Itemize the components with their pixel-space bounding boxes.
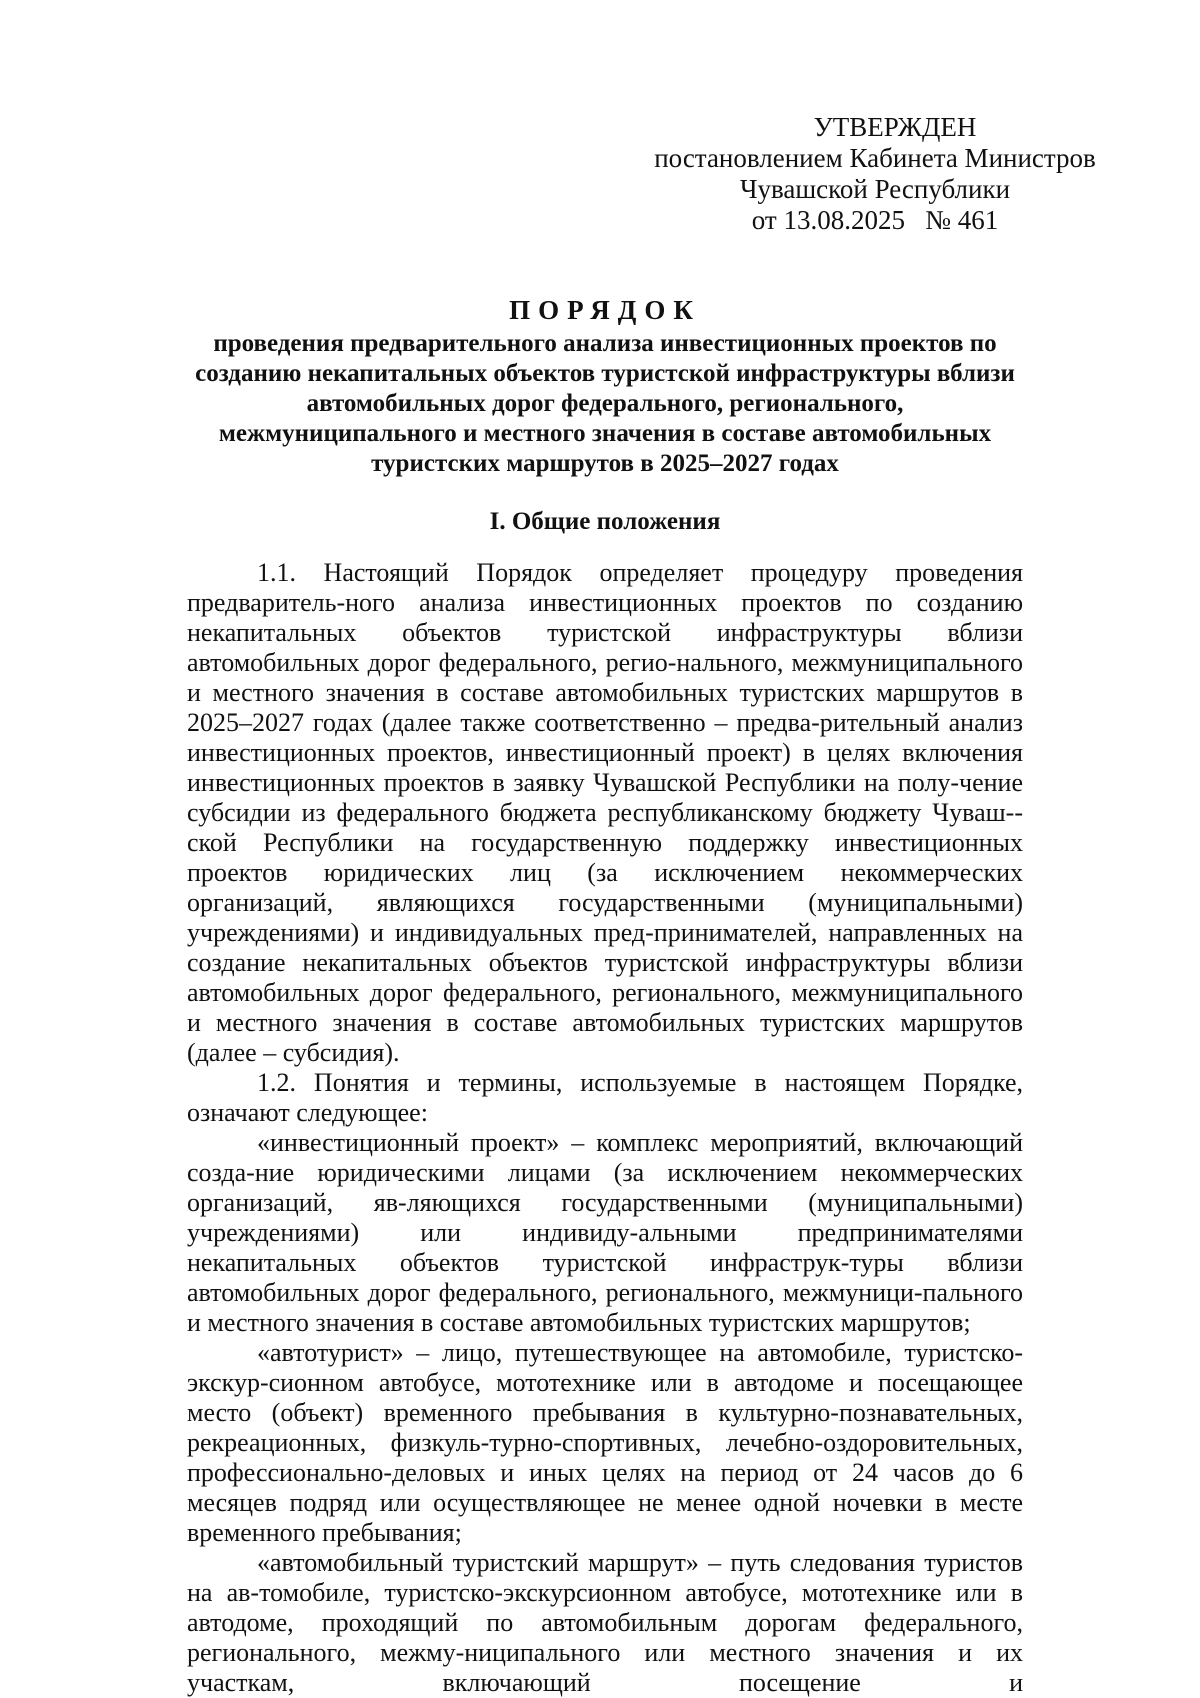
approval-stamp [640,112,1110,236]
document-subtitle: проведения предварительного анализа инвестиционных проектов по созданию некапитальных объектов туристской инфраструктуры вблизи автомобильных дорог федерального, регионального, межмуниципального и местного значения в составе автомобильных туристских маршрутов в 2025–2027 годах [195,330,1015,477]
document-body [187,558,1023,1698]
approval-line-3: от 13.08.2025 № 461 [751,205,999,235]
section-heading: I. Общие положения [489,508,721,535]
approval-line-1: постановлением Кабинета Министров [654,143,1096,173]
definition-auto-tourist-route: «автомобильный туристский маршрут» – путь следования туристов на ав-томобиле, туристско-экскурсионном автобусе, мототехнике или в автодоме, проходящий по автомобильным дорогам федерального, регионального, межму-ниципального или местного значения и их участкам, включающий посещение и [187,1548,1023,1697]
approval-line-2: Чувашской Республики [739,174,1011,204]
definition-autotourist: «автотурист» – лицо, путешествующее на автомобиле, туристско-экскур-сионном автобусе, мототехнике или в автодоме и посещающее место (объект) временного пребывания в культурно-познавательных, рекреационных, физкуль-турно-спортивных, лечебно-оздоровительных, профессионально-деловых и иных целях на период от 24 часов до 6 месяцев подряд или осуществляющее не менее одной ночевки в месте временного пребывания; [187,1338,1023,1547]
document-title: ПОРЯДОК [509,295,701,325]
document-title-block [190,295,1020,479]
approval-status: УТВЕРЖДЕН [813,112,977,142]
paragraph-1-2: 1.2. Понятия и термины, используемые в настоящем Порядке, означают следующее: [187,1068,1023,1127]
paragraph-1-1: 1.1. Настоящий Порядок определяет процедуру проведения предваритель-ного анализа инвестиционных проектов по созданию некапитальных объектов туристской инфраструктуры вблизи автомобильных дорог федерального, регио-нального, межмуниципального и местного значения в составе автомобильных туристских маршрутов в 2025–2027 годах (далее также соответственно – предва-рительный анализ инвестиционных проектов, инвестиционный проект) в целях включения инвестиционных проектов в заявку Чувашской Республики на полу-чение субсидии из федерального бюджета республиканскому бюджету Чуваш-ской Республики на государственную поддержку инвестиционных проектов юридических лиц (за исключением некоммерческих организаций, являющихся государственными (муниципальными) учреждениями) и индивидуальных пред-принимателей, направленных на создание некапитальных объектов туристской инфраструктуры вблизи автомобильных дорог федерального, регионального, межмуниципального и местного значения в составе автомобильных туристских маршрутов (далее – субсидия). [187,558,1023,1067]
definition-investment-project: «инвестиционный проект» – комплекс мероприятий, включающий созда-ние юридическими лицами (за исключением некоммерческих организаций, яв-ляющихся государственными (муниципальными) учреждениями) или индивиду-альными предпринимателями некапитальных объектов туристской инфраструк-туры вблизи автомобильных дорог федерального, регионального, межмуници-пального и местного значения в составе автомобильных туристских маршрутов; [187,1128,1023,1337]
